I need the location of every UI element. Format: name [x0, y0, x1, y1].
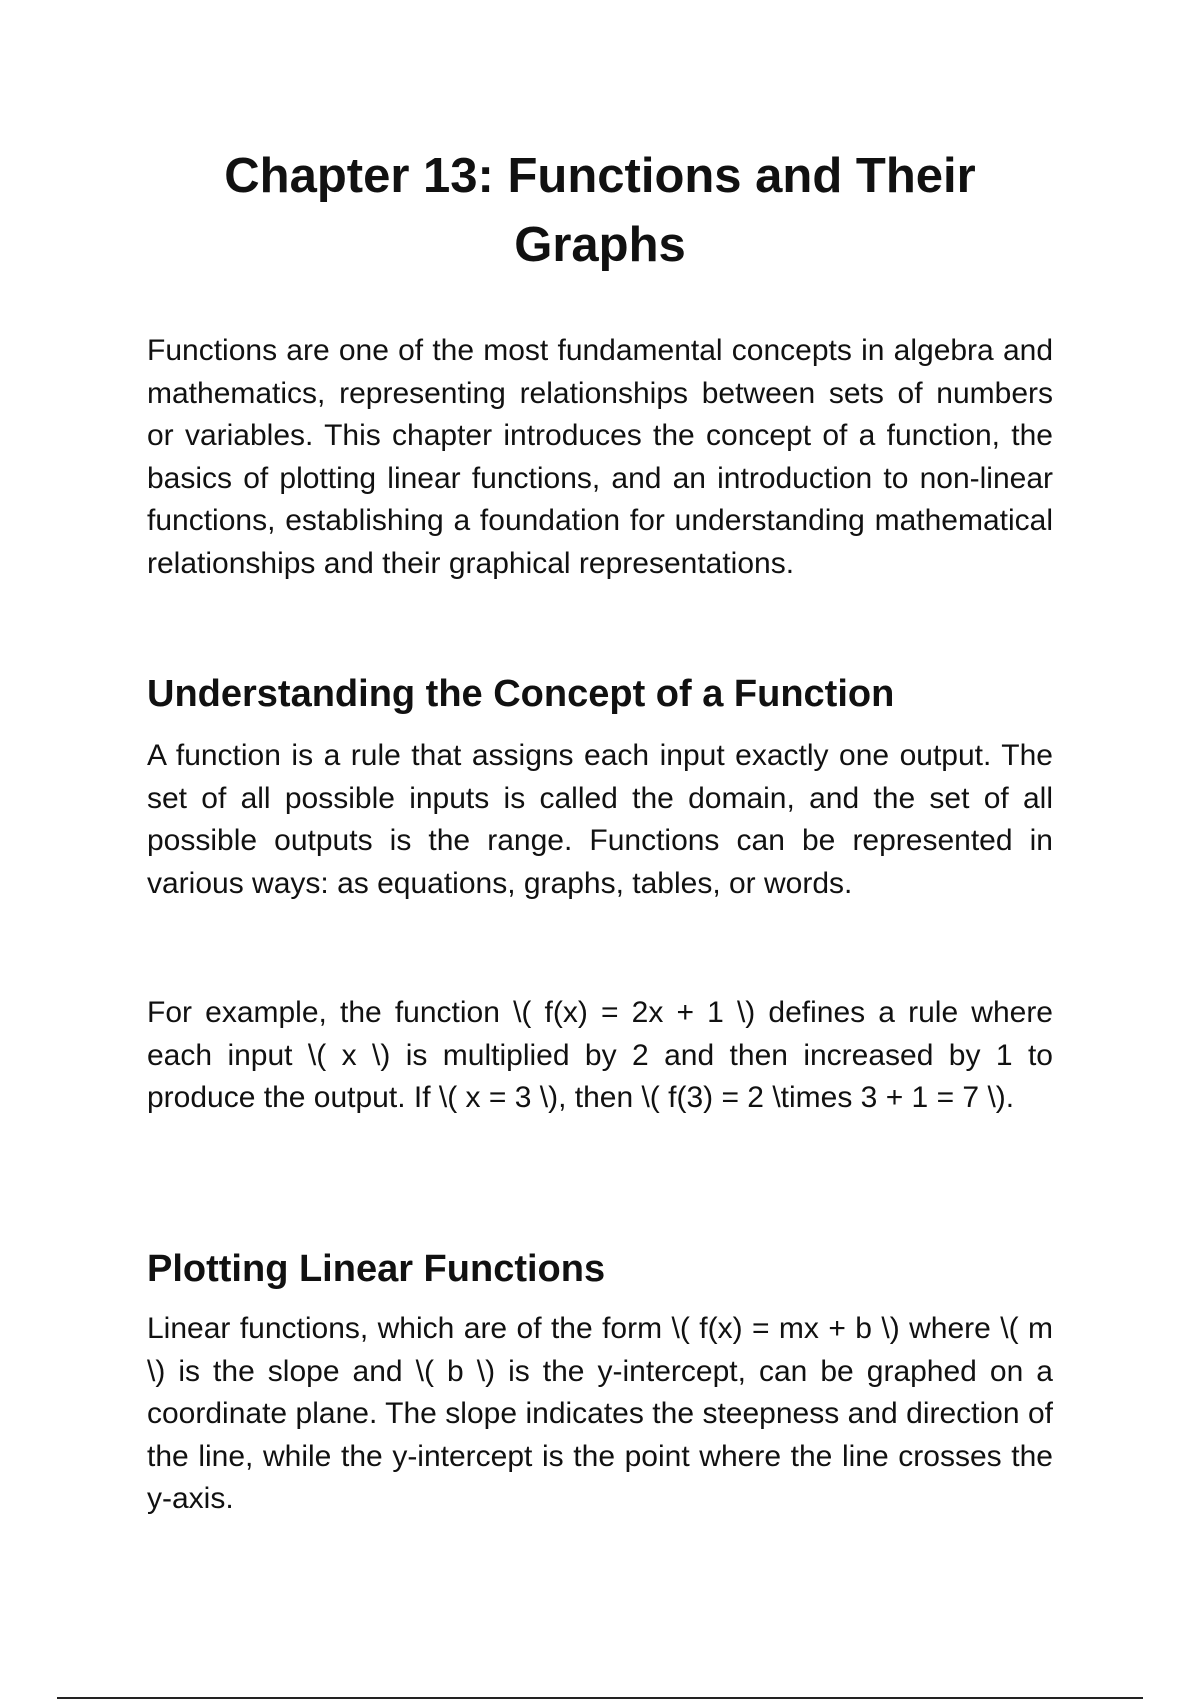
- function-example-paragraph: For example, the function \( f(x) = 2x + 1 \) defines a rule where each input \( x \) is multiplied by 2 and then increased by 1 to produce the output. If \( x = 3 \), then \( f(3) = 2 \times 3 + 1 = 7 \).: [147, 996, 1053, 1114]
- section-heading-linear-functions: Plotting Linear Functions: [147, 1248, 606, 1290]
- intro-paragraph: Functions are one of the most fundamental concepts in algebra and mathematics, representing relationships between sets of numbers or variables. This chapter introduces the concept of a function, the basics of plotting linear functions, and an introduction to non-linear functions, establishing a foundation for understanding mathematical relationships and their graphical representations.: [147, 334, 1053, 580]
- linear-functions-paragraph: Linear functions, which are of the form \( f(x) = mx + b \) where \( m \) is the slope and \( b \) is the y-intercept, can be graphed on a coordinate plane. The slope indicates the steepness and direction of the line, while the y-intercept is the point where the line crosses the y-axis.: [147, 1312, 1053, 1515]
- section-heading-function-concept: Understanding the Concept of a Function: [147, 673, 895, 715]
- footer-divider: [57, 1697, 1143, 1699]
- chapter-title: Chapter 13: Functions and Their Graphs: [224, 149, 976, 272]
- function-definition-paragraph: A function is a rule that assigns each input exactly one output. The set of all possible inputs is called the domain, and the set of all possible outputs is the range. Functions can be represented in various ways: as equations, graphs, tables, or words.: [147, 739, 1053, 900]
